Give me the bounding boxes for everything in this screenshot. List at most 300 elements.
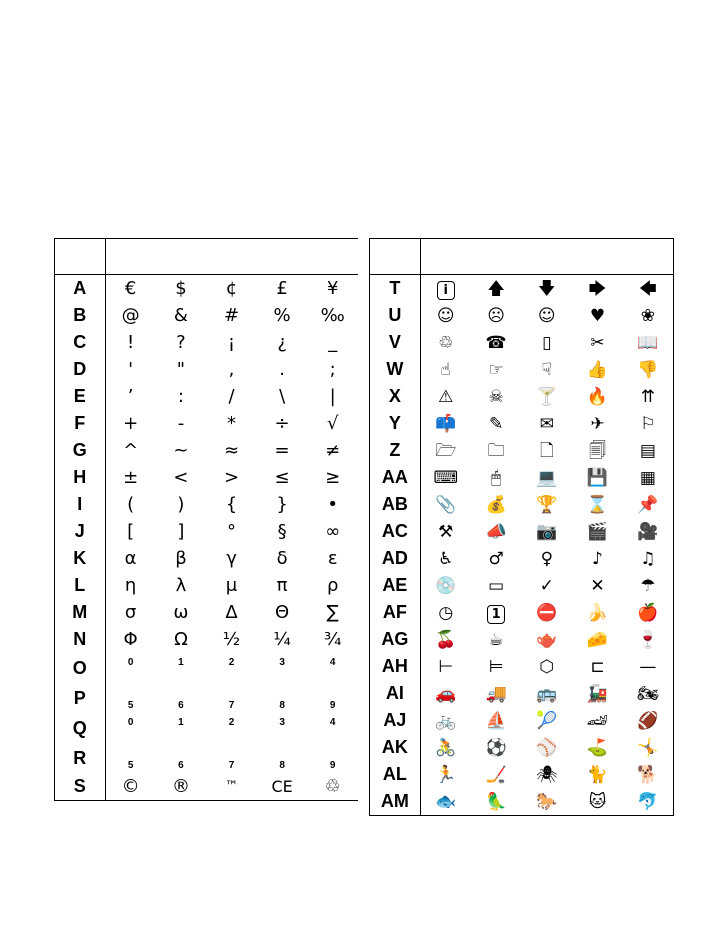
row-key-label: P [55, 684, 106, 713]
symbol-cell: ≥ [325, 467, 341, 488]
symbol-cell: ( [127, 494, 135, 515]
icon-cell [521, 275, 572, 303]
row-key-label: W [370, 356, 421, 383]
header-key-cell [55, 239, 106, 275]
document-icon: 🗋 [539, 441, 554, 461]
icon-cell [572, 680, 623, 707]
symbol-cell: ‰ [320, 305, 345, 326]
cd-icon: 💿 [435, 576, 457, 596]
table-row [370, 680, 674, 707]
symbol-cell: ε [327, 548, 338, 569]
dog-icon: 🐕 [637, 765, 659, 785]
monitor-icon: ▭ [488, 576, 505, 596]
table-row [55, 545, 359, 572]
table-header-row [55, 239, 359, 275]
table-row [55, 383, 359, 410]
parrot-icon: 🦜 [485, 792, 507, 812]
table-row [55, 684, 359, 713]
hand-point-right-icon: ☞ [488, 360, 504, 380]
table-row [370, 464, 674, 491]
icon-cell [420, 788, 471, 816]
symbol-cell: 2 [228, 717, 235, 728]
symbol-cell: [ [127, 521, 135, 542]
icon-cell [420, 680, 471, 707]
hockey-icon: 🏒 [485, 765, 507, 785]
row-key-label: AH [370, 653, 421, 680]
icon-cell [471, 545, 522, 572]
symbol-cell: _ [328, 332, 338, 353]
icon-cell [572, 302, 623, 329]
symbol-cell: 1 [178, 657, 184, 668]
table-row [370, 572, 674, 599]
symbol-cell: 0 [127, 717, 134, 728]
table-row [370, 383, 674, 410]
symbol-cell: ± [123, 467, 139, 488]
row-key-label: AM [370, 788, 421, 816]
clock-icon: ◷ [438, 603, 454, 623]
icon-cell [420, 572, 471, 599]
row-key-label: X [370, 383, 421, 410]
bus-icon: 🚌 [536, 684, 558, 704]
row-key-label: N [55, 626, 106, 653]
row-key-label: C [55, 329, 106, 356]
symbol-cell: ≠ [325, 440, 341, 461]
cat-icon: 🐈 [586, 765, 609, 785]
symbol-cell: ¾ [323, 629, 342, 650]
table-row [370, 410, 674, 437]
symbol-cell: ! [127, 332, 135, 353]
icon-cell [623, 275, 674, 303]
symbol-table-left [54, 238, 358, 801]
icon-cell [521, 491, 572, 518]
row-key-label: AE [370, 572, 421, 599]
table-row [55, 302, 359, 329]
symbol-cell: λ [175, 575, 187, 596]
icon-cell [420, 302, 471, 329]
apple-icon: 🍎 [637, 603, 659, 623]
icon-cell [521, 464, 572, 491]
symbol-cell: σ [124, 602, 137, 623]
icon-cell [521, 572, 572, 599]
symbol-cell: \ [279, 386, 286, 407]
symbol-cell: • [327, 494, 338, 515]
info-icon: i [437, 281, 455, 300]
icon-cell [623, 599, 674, 626]
row-key-label: U [370, 302, 421, 329]
bananas-icon: 🍌 [586, 603, 609, 623]
symbol-cell: 6 [178, 760, 184, 771]
icon-cell [420, 545, 471, 572]
cyclist-icon: 🚴 [435, 738, 457, 758]
icon-cell [471, 734, 522, 761]
kitten-face-icon: 🐱 [588, 792, 607, 812]
symbol-cell: ♲ [324, 776, 341, 797]
symbol-cell: μ [225, 575, 238, 596]
symbol-cell: } [276, 494, 288, 515]
table-row [55, 437, 359, 464]
bicycle-icon: 🚲 [435, 711, 457, 731]
laptop-icon: 💻 [536, 468, 558, 488]
frown-icon: ☹ [487, 306, 505, 326]
icon-cell [623, 437, 674, 464]
icon-cell [471, 275, 522, 303]
icon-cell [572, 761, 623, 788]
symbol-cell: = [274, 440, 290, 461]
table-row [370, 734, 674, 761]
symbol-cell: & [173, 305, 188, 326]
icon-cell [521, 734, 572, 761]
symbol-cell: ω [173, 602, 189, 623]
symbol-cell: ¿ [277, 332, 287, 353]
icon-cell [521, 518, 572, 545]
icon-cell [521, 788, 572, 816]
icon-cell [521, 356, 572, 383]
hourglass-icon: ⌛ [586, 495, 609, 515]
icon-cell [471, 383, 522, 410]
gymnast-icon: 🤸 [637, 738, 659, 758]
icon-cell [471, 356, 522, 383]
symbol-cell: δ [276, 548, 288, 569]
train-icon: 🚂 [586, 684, 609, 704]
row-key-label: F [55, 410, 106, 437]
symbol-cell: 7 [228, 760, 235, 771]
symbol-cell: £ [276, 278, 288, 299]
icon-cell [420, 761, 471, 788]
dolphin-icon: 🐬 [637, 792, 659, 812]
table-row [370, 626, 674, 653]
icon-cell [572, 626, 623, 653]
symbol-cell: / [228, 386, 235, 407]
symbol-cell: © [121, 776, 140, 797]
bottle-glass-icon: 🍷 [637, 630, 659, 650]
row-key-label: I [55, 491, 106, 518]
table-header-row [370, 239, 674, 275]
table-row [370, 761, 674, 788]
symbol-cell: 1 [178, 717, 184, 728]
symbol-cell: π [276, 575, 288, 596]
icon-cell [420, 383, 471, 410]
camera-icon: 📷 [536, 522, 558, 542]
header-symbols-cell [420, 239, 673, 275]
symbol-cell: . [279, 359, 285, 380]
symbol-cell: ? [176, 332, 186, 353]
row-key-label: V [370, 329, 421, 356]
row-key-label: AG [370, 626, 421, 653]
icon-cell [521, 680, 572, 707]
symbol-cell: 3 [279, 717, 285, 728]
truck-icon: 🚚 [485, 684, 507, 704]
symbol-cell: € [124, 278, 137, 299]
table-row [370, 491, 674, 518]
symbol-cell: ¥ [326, 278, 339, 299]
symbol-cell: ’ [127, 386, 134, 407]
symbol-cell: > [223, 467, 240, 488]
soccer-ball-icon: ⚽ [485, 738, 507, 758]
fish-icon: 🐟 [435, 792, 457, 812]
symbol-cell: 2 [228, 657, 235, 668]
symbol-cell: Δ [225, 602, 238, 623]
icon-cell [420, 626, 471, 653]
icon-cell [420, 653, 471, 680]
check-mark-icon: ✓ [539, 576, 554, 596]
calendar-icon: 1 [487, 605, 505, 624]
long-bolt-icon: ⊏ [590, 657, 605, 677]
icon-cell [471, 599, 522, 626]
hand-thumbs-up-icon: 👍 [586, 360, 609, 380]
icon-cell [420, 437, 471, 464]
icon-cell [521, 383, 572, 410]
icon-cell [623, 761, 674, 788]
spreadsheet-icon: ▦ [639, 468, 656, 488]
icon-cell [572, 491, 623, 518]
football-icon: 🏈 [637, 711, 659, 731]
symbol-cell: ÷ [274, 413, 290, 434]
symbol-cell: ] [177, 521, 185, 542]
arrow-down-icon: 🡇 [538, 279, 556, 299]
icon-cell [572, 356, 623, 383]
horse-icon: 🐎 [536, 792, 558, 812]
row-key-label: D [55, 356, 106, 383]
symbol-cell: √ [326, 413, 339, 434]
symbol-cell: $ [175, 278, 187, 299]
spider-icon: 🕷 [536, 765, 558, 785]
movie-camera-icon: 🎥 [637, 522, 659, 542]
open-book-icon: 📖 [637, 333, 659, 353]
arrow-up-icon: 🡅 [487, 279, 505, 299]
man-icon: ♂ [488, 549, 504, 569]
hand-point-up-icon: ☝ [440, 360, 451, 380]
symbol-cell: : [177, 386, 184, 407]
icon-cell [420, 356, 471, 383]
symbol-cell: * [227, 413, 237, 434]
row-key-label: AL [370, 761, 421, 788]
symbol-cell: ® [171, 776, 190, 797]
table-row [370, 329, 674, 356]
table-row [370, 302, 674, 329]
car-icon: 🚗 [435, 684, 457, 704]
icon-cell [623, 491, 674, 518]
row-key-label: Z [370, 437, 421, 464]
cabinet-icon: ▤ [639, 441, 656, 461]
icon-cell [471, 437, 522, 464]
row-key-label: O [55, 653, 106, 684]
icon-cell [623, 329, 674, 356]
wheelchair-icon: ♿ [438, 549, 454, 569]
table-row [55, 410, 359, 437]
symbol-cell: Ω [174, 629, 188, 650]
icon-cell [521, 329, 572, 356]
icon-cell [623, 707, 674, 734]
icon-cell [572, 572, 623, 599]
symbol-cell: 8 [279, 760, 285, 771]
icon-cell [420, 707, 471, 734]
icon-cell [471, 680, 522, 707]
row-key-label: K [55, 545, 106, 572]
floppy-disk-icon: 💾 [586, 468, 609, 488]
symbol-cell: , [228, 359, 235, 380]
symbol-cell: - [177, 413, 185, 434]
arrow-left-icon: 🡄 [639, 279, 657, 299]
recycle-bin-person-icon: ♲ [438, 333, 454, 353]
icon-cell [623, 464, 674, 491]
symbol-cell: γ [226, 548, 237, 569]
row-key-label: AF [370, 599, 421, 626]
row-key-label: J [55, 518, 106, 545]
icon-cell [420, 734, 471, 761]
mailbox-icon: 📫 [435, 414, 457, 434]
paperclip-icon: 📎 [435, 495, 457, 515]
symbol-cell: 5 [127, 700, 134, 711]
symbol-cell: % [273, 305, 291, 326]
heart-icon: ♥ [589, 306, 606, 326]
baseball-icon: ⚾ [536, 738, 558, 758]
umbrella-icon: ☂ [640, 576, 656, 596]
symbol-cell: | [329, 386, 336, 407]
warning-icon: ⚠ [438, 387, 454, 407]
row-key-label: M [55, 599, 106, 626]
icon-cell [623, 572, 674, 599]
symbol-cell: 5 [127, 760, 134, 771]
icon-cell [572, 653, 623, 680]
row-key-label: B [55, 302, 106, 329]
teapot-icon: 🫖 [536, 630, 558, 650]
icon-cell [572, 383, 623, 410]
icon-cell [521, 437, 572, 464]
icon-cell [471, 410, 522, 437]
symbol-cell: 7 [228, 700, 235, 711]
row-key-label: L [55, 572, 106, 599]
icon-cell [521, 761, 572, 788]
this-way-up-icon: ⇈ [640, 387, 656, 407]
table-row [370, 356, 674, 383]
arrow-right-icon: 🡆 [588, 279, 607, 299]
hand-thumbs-down-icon: 👎 [637, 360, 659, 380]
symbol-cell: @ [121, 305, 140, 326]
icon-cell [572, 599, 623, 626]
neutral-face-icon: ☺ [537, 306, 556, 326]
no-entry-icon: ⛔ [536, 603, 558, 623]
sailboat-icon: ⛵ [485, 711, 507, 731]
table-row [370, 545, 674, 572]
icon-cell [521, 410, 572, 437]
icon-cell [420, 599, 471, 626]
envelope-icon: ✉ [539, 414, 554, 434]
icon-cell [623, 653, 674, 680]
icon-cell [471, 788, 522, 816]
clapperboard-icon: 🎬 [586, 522, 609, 542]
icon-cell [471, 491, 522, 518]
nail-icon: — [639, 657, 657, 677]
telephone-icon: ☎ [485, 333, 507, 353]
symbol-cell: η [124, 575, 137, 596]
tools-icon: ⚒ [438, 522, 454, 542]
icon-cell [521, 626, 572, 653]
icon-cell [623, 518, 674, 545]
icon-cell [623, 788, 674, 816]
screw-icon: ⊢ [438, 657, 454, 677]
table-row [55, 744, 359, 773]
icon-cell [471, 761, 522, 788]
smiley-icon: ☺ [436, 306, 455, 326]
table-row [370, 788, 674, 816]
symbol-cell: CE [271, 777, 293, 796]
keyboard-icon: ⌨ [433, 468, 458, 488]
symbol-cell: Θ [275, 602, 290, 623]
icon-cell [623, 383, 674, 410]
icon-cell [623, 680, 674, 707]
bolt-icon: ⊨ [488, 657, 504, 677]
skull-crossbones-icon: ☠ [488, 387, 504, 407]
documents-icon: 🗐 [588, 441, 606, 461]
symbol-cell: ≤ [274, 467, 290, 488]
table-row [55, 356, 359, 383]
symbol-cell: ™ [225, 779, 239, 794]
icon-cell [521, 599, 572, 626]
icon-cell [572, 734, 623, 761]
cherries-icon: 🍒 [435, 630, 457, 650]
music-notes-icon: ♫ [640, 549, 656, 569]
table-row [55, 275, 359, 303]
row-key-label: T [370, 275, 421, 303]
row-key-label: R [55, 744, 106, 773]
row-key-label: AC [370, 518, 421, 545]
runner-icon: 🏃 [435, 765, 457, 785]
icon-cell [420, 410, 471, 437]
symbol-cell: ' [128, 359, 134, 380]
table-row [55, 464, 359, 491]
icon-cell [471, 518, 522, 545]
flag-icon: ⚐ [640, 414, 656, 434]
icon-cell [521, 545, 572, 572]
row-key-label: AI [370, 680, 421, 707]
icon-cell [623, 356, 674, 383]
icon-cell [471, 707, 522, 734]
icon-cell [471, 329, 522, 356]
golf-icon: ⛳ [586, 738, 609, 758]
table-row [55, 491, 359, 518]
folder-icon: 🗀 [487, 441, 505, 461]
symbol-cell: 4 [329, 717, 336, 728]
icon-cell [420, 518, 471, 545]
icon-cell [623, 734, 674, 761]
symbol-cell: ≈ [223, 440, 240, 461]
tennis-icon: 🎾 [536, 711, 558, 731]
icon-cell [471, 626, 522, 653]
symbol-cell: ¼ [273, 629, 291, 650]
pushpin-icon: 📌 [637, 495, 659, 515]
woman-icon: ♀ [540, 549, 554, 569]
icon-cell [572, 788, 623, 816]
icon-cell [572, 518, 623, 545]
table-row [55, 653, 359, 684]
symbol-cell: # [223, 305, 240, 326]
nut-icon: ⬡ [539, 657, 555, 677]
symbol-cell: ¢ [225, 278, 238, 299]
icon-cell [572, 329, 623, 356]
table-row [55, 599, 359, 626]
icon-cell [623, 302, 674, 329]
row-key-label: E [55, 383, 106, 410]
pencil-icon: ✎ [489, 414, 504, 434]
airplane-icon: ✈ [590, 414, 605, 434]
table-row [55, 773, 359, 801]
table-row [370, 437, 674, 464]
icon-cell [572, 410, 623, 437]
motorcycle-icon: 🏍 [637, 684, 659, 704]
race-car-icon: 🏎 [586, 711, 609, 731]
scissors-icon: ✂ [590, 333, 605, 353]
row-key-label: AA [370, 464, 421, 491]
